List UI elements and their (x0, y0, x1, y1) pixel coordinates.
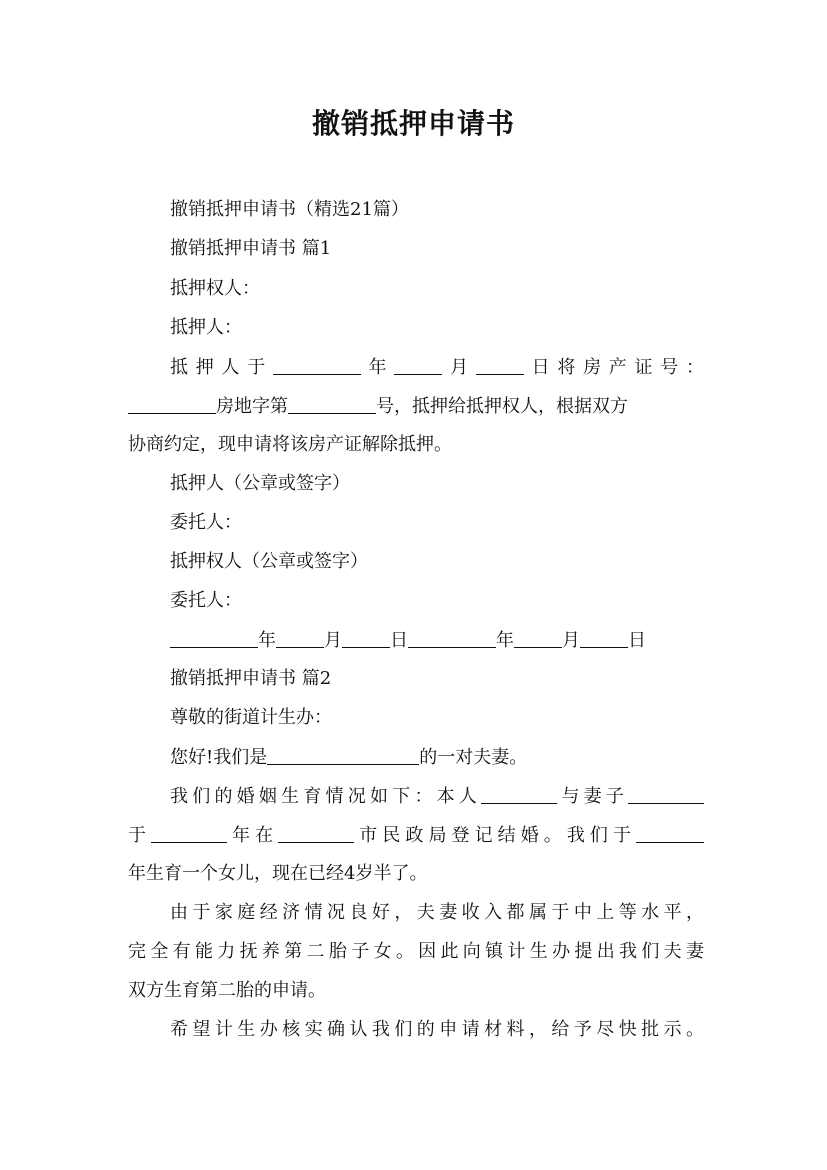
blank-field (628, 783, 704, 804)
text-fragment: 我们的婚姻生育情况如下：本人 (170, 786, 482, 807)
text-fragment: 的一对夫妻。 (419, 747, 528, 768)
text-fragment: 号，抵押给抵押权人，根据双方 (376, 396, 628, 417)
signature-line: 委托人： (170, 512, 242, 533)
blank-field (267, 744, 419, 765)
signature-line: 委托人： (170, 590, 242, 611)
blank-field (580, 627, 628, 648)
blank-field (408, 627, 496, 648)
text-fragment: 月 (324, 630, 342, 651)
signature-line: 抵押人（公章或签字） (170, 473, 350, 494)
blank-field (151, 822, 227, 843)
date-line (170, 627, 646, 654)
paragraph-line: 协商约定，现申请将该房产证解除抵押。 (128, 434, 452, 455)
blank-field (273, 354, 361, 375)
paragraph-line (170, 783, 704, 810)
text-fragment: 与妻子 (557, 786, 629, 807)
text-fragment: 市民政局登记结婚。我们于 (354, 825, 637, 846)
blank-field (170, 627, 258, 648)
paragraph-line (170, 354, 704, 381)
signature-line: 抵押权人（公章或签字） (170, 551, 368, 572)
blank-field (394, 354, 442, 375)
mortgagor-line: 抵押人： (170, 317, 242, 338)
blank-field (276, 627, 324, 648)
text-fragment: 于 (128, 825, 152, 846)
paragraph-line (128, 822, 704, 849)
text-fragment: 年 (496, 630, 514, 651)
blank-field (342, 627, 390, 648)
blank-field (514, 627, 562, 648)
text-fragment: 日 (628, 630, 646, 651)
section-heading-2: 撤销抵押申请书 篇2 (170, 668, 332, 689)
paragraph-line: 年生育一个女儿，现在已经4岁半了。 (128, 863, 428, 884)
page-title: 撤销抵押申请书 (311, 107, 515, 140)
subtitle-line: 撤销抵押申请书（精选21篇） (170, 199, 409, 220)
mortgagee-line: 抵押权人： (170, 278, 260, 299)
paragraph-line (128, 393, 628, 420)
paragraph-line: 双方生育第二胎的申请。 (128, 980, 326, 1001)
text-fragment: 日 (390, 630, 408, 651)
paragraph-line: 由于家庭经济情况良好，夫妻收入都属于中上等水平， (170, 902, 704, 923)
section-heading-1: 撤销抵押申请书 篇1 (170, 238, 332, 259)
blank-field (476, 354, 524, 375)
text-fragment: 年在 (227, 825, 279, 846)
blank-field (278, 822, 354, 843)
text-fragment: 日将房产证号： (523, 357, 705, 378)
text-fragment: 您好!我们是 (170, 747, 268, 768)
paragraph-line: 完全有能力抚养第二胎子女。因此向镇计生办提出我们夫妻 (128, 941, 704, 962)
paragraph-line: 希望计生办核实确认我们的申请材料，给予尽快批示。 (170, 1019, 704, 1040)
blank-field (636, 822, 704, 843)
blank-field (481, 783, 557, 804)
salutation-line: 尊敬的街道计生办： (170, 707, 332, 728)
text-fragment: 年 (258, 630, 276, 651)
blank-field (128, 393, 216, 414)
text-fragment: 年 (360, 357, 395, 378)
blank-field (288, 393, 376, 414)
paragraph-line (170, 744, 527, 771)
text-fragment: 抵押人于 (170, 357, 273, 378)
text-fragment: 月 (562, 630, 580, 651)
text-fragment: 月 (442, 357, 476, 378)
text-fragment: 房地字第 (216, 396, 288, 417)
